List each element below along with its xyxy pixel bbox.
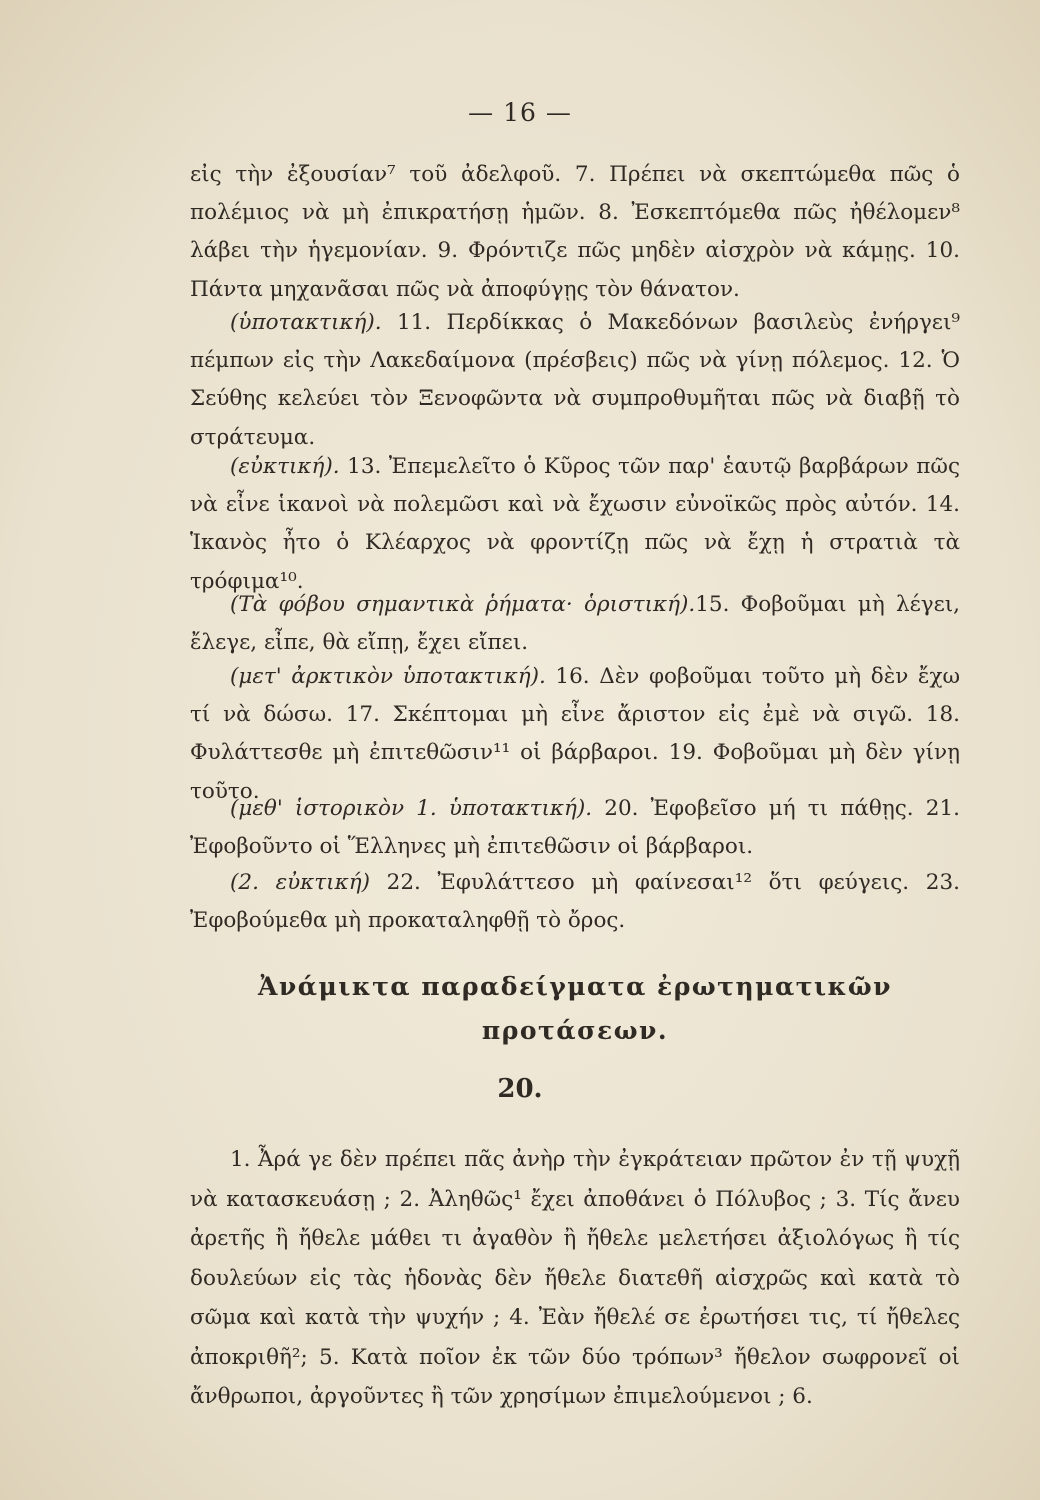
paragraph-6 xyxy=(190,790,960,866)
paragraph-7-text: 22. Ἐφυλάττεσο μὴ φαίνεσαι¹² ὅτι φεύγεις. 23. Ἐφοβούμεθα μὴ προκαταληφθῇ τὸ ὄρος. xyxy=(190,870,960,934)
section-number: 20. xyxy=(497,1074,543,1104)
paragraph-2-text: 11. Περδίκκας ὁ Μακεδόνων βασιλεὺς ἐνήργει⁹ πέμπων εἰς τὴν Λακεδαίμονα (πρέσβεις) πῶς νὰ γίνῃ πόλεμος. 12. Ὁ Σεύθης κελεύει τὸν Ξενοφῶντα νὰ συμπροθυμῆται πῶς νὰ διαβῇ τὸ στράτευμα. xyxy=(190,310,960,450)
section-heading: Ἀνάμικτα παραδείγματα ἐρωτηματικῶν προτάσεων. xyxy=(257,972,893,1045)
mood-label-fear-verbs: (Τὰ φόβου σημαντικὰ ῥήματα· ὁριστική). xyxy=(230,592,696,617)
mood-label-optative: (εὐκτική). xyxy=(230,454,340,479)
paragraph-5-text: 16. Δὲν φοβοῦμαι τοῦτο μὴ δὲν ἔχω τί νὰ δώσω. 17. Σκέπτομαι μὴ εἶνε ἄριστον εἰς ἐμὲ νὰ σιγῶ. 18. Φυλάττεσθε μὴ ἐπιτεθῶσιν¹¹ οἱ βάρβαροι. 19. Φοβοῦμαι μὴ δὲν γίνῃ τοῦτο. xyxy=(190,664,961,804)
page-number: — 16 — xyxy=(468,98,572,127)
paragraph-3 xyxy=(190,448,960,601)
paragraph-2 xyxy=(190,304,960,457)
paragraph-6-text: 20. Ἐφοβεῖσο μή τι πάθῃς. 21. Ἐφοβοῦντο οἱ Ἕλληνες μὴ ἐπιτεθῶσιν οἱ βάρβαροι. xyxy=(190,796,960,860)
paragraph-4 xyxy=(190,586,960,662)
mood-label-subjunctive: (ὑποτακτική). xyxy=(230,310,382,335)
paragraph-7 xyxy=(190,864,960,940)
paragraph-1-text: εἰς τὴν ἐξουσίαν⁷ τοῦ ἀδελφοῦ. 7. Πρέπει νὰ σκεπτώμεθα πῶς ὁ πολέμιος νὰ μὴ ἐπικρατήσῃ ἡμῶν. 8. Ἐσκεπτόμεθα πῶς ἠθέλομεν⁸ λάβει τὴν ἡγεμονίαν. 9. Φρόντιζε πῶς μηδὲν αἰσχρὸν νὰ κάμῃς. 10. Πάντα μηχανᾶσαι πῶς νὰ ἀποφύγῃς τὸν θάνατον. xyxy=(190,162,960,302)
paragraph-5 xyxy=(190,658,960,811)
paragraph-4-text: 15. Φοβοῦμαι μὴ λέγει, ἔλεγε, εἶπε, θὰ εἴπῃ, ἔχει εἴπει. xyxy=(190,592,960,656)
paragraph-8-text: 1. Ἆρά γε δὲν πρέπει πᾶς ἀνὴρ τὴν ἐγκράτειαν πρῶτον ἐν τῇ ψυχῇ νὰ κατασκευάσῃ ; 2. Ἀληθῶς¹ ἔχει ἀποθάνει ὁ Πόλυβος ; 3. Τίς ἄνευ ἀρετῆς ἢ ἤθελε μάθει τι ἀγαθὸν ἢ ἤθελε μελετήσει ἀξιολόγως ἢ τίς δουλεύων εἰς τὰς ἡδονὰς δὲν ἤθελε διατεθῆ αἰσχρῶς καὶ κατὰ τὸ σῶμα καὶ κατὰ τὴν ψυχήν ; 4. Ἐὰν ἤθελέ σε ἐρωτήσει τις, τί ἤθελες ἀποκριθῆ²; 5. Κατὰ ποῖον ἐκ τῶν δύο τρόπων³ ἤθελον σωφρονεῖ οἱ ἄνθρωποι, ἀργοῦντες ἢ τῶν χρησίμων ἐπιμελούμενοι ; 6. xyxy=(190,1147,960,1409)
mood-label-after-historic: (μεθ' ἱστορικὸν 1. ὑποτακτική). xyxy=(230,796,593,821)
mood-label-after-primary: (μετ' ἀρκτικὸν ὑποτακτική). xyxy=(230,664,546,689)
paragraph-3-text: 13. Ἐπεμελεῖτο ὁ Κῦρος τῶν παρ' ἑαυτῷ βαρβάρων πῶς νὰ εἶνε ἱκανοὶ νὰ πολεμῶσι καὶ νὰ ἔχωσιν εὐνοϊκῶς πρὸς αὐτόν. 14. Ἱκανὸς ἦτο ὁ Κλέαρχος νὰ φροντίζῃ πῶς νὰ ἔχῃ ἡ στρατιὰ τὰ τρόφιμα¹⁰. xyxy=(190,454,960,594)
paragraph-8 xyxy=(190,1140,960,1417)
mood-label-optative-2: (2. εὐκτική) xyxy=(230,870,370,895)
paragraph-1 xyxy=(190,156,960,309)
